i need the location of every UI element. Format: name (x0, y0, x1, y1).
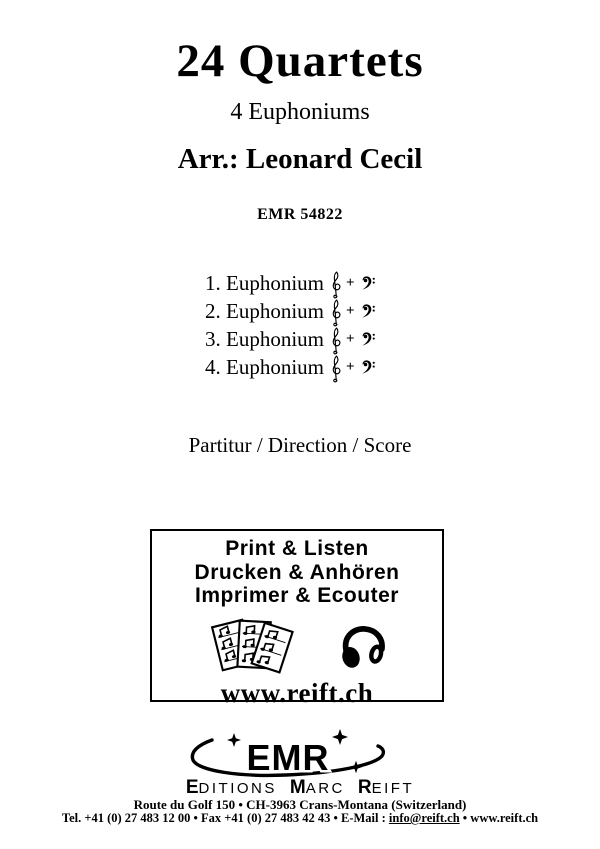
catalog-number: EMR 54822 (257, 206, 343, 223)
contact-suffix: • www.reift.ch (459, 811, 539, 825)
contact-line (0, 811, 600, 826)
contact-prefix: Tel. +41 (0) 27 483 12 00 • Fax +41 (0) 27 483 42 43 • E-Mail : (61, 811, 389, 825)
emr-logo (0, 729, 600, 781)
publisher-word-rest: DITIONS (198, 780, 277, 797)
sheet-music-icon (204, 615, 296, 677)
promo-line-de: Drucken & Anhören (194, 560, 400, 584)
publisher-name (0, 777, 600, 799)
treble-clef-icon (330, 299, 342, 327)
page-title: 24 Quartets (176, 35, 424, 87)
publisher-word (290, 777, 345, 799)
headphones-icon (338, 623, 390, 669)
page-subtitle: 4 Euphoniums (230, 99, 370, 125)
plus-sign: + (346, 358, 355, 375)
publisher-word-initial: M (289, 777, 306, 798)
promo-icons-row (152, 615, 442, 677)
instrumentation-row (205, 353, 376, 381)
publisher-word (186, 777, 277, 799)
email-link[interactable]: info@reift.ch (388, 811, 460, 825)
publisher-word-rest: EIFT (371, 780, 415, 797)
logo-star-icon (227, 733, 241, 747)
plus-sign: + (346, 274, 355, 291)
logo-star-icon (331, 729, 347, 745)
instrument-label: 2. Euphonium (205, 298, 324, 323)
bass-clef-icon (359, 303, 376, 319)
instrumentation-row (205, 325, 376, 353)
bass-clef-icon (359, 275, 376, 291)
arranger-line: Arr.: Leonard Cecil (177, 143, 423, 175)
publisher-word-initial: R (357, 777, 372, 798)
instrument-label: 4. Euphonium (205, 354, 324, 379)
treble-clef-icon (330, 327, 342, 355)
score-type-line: Partitur / Direction / Score (188, 433, 412, 457)
logo-acronym: EMR (246, 737, 329, 778)
print-listen-box (150, 529, 444, 708)
promo-website-link[interactable]: www.reift.ch (220, 677, 374, 708)
instrumentation-row (205, 297, 376, 325)
bass-clef-icon (359, 359, 376, 375)
publisher-word-rest: ARC (305, 780, 345, 797)
plus-sign: + (346, 302, 355, 319)
emr-logo-graphic (188, 729, 413, 781)
plus-sign: + (346, 330, 355, 347)
instrumentation-list (205, 269, 376, 381)
promo-line-en: Print & Listen (225, 537, 369, 560)
instrument-label: 3. Euphonium (205, 326, 324, 351)
promo-line-fr: Imprimer & Ecouter (195, 584, 399, 607)
instrumentation-row (205, 269, 376, 297)
instrument-label: 1. Euphonium (205, 270, 324, 295)
publisher-word-initial: E (185, 777, 199, 798)
treble-clef-icon (330, 355, 342, 383)
publisher-word (358, 777, 414, 799)
publisher-address: Route du Golf 150 • CH-3963 Crans-Montana (Switzerland) (133, 797, 467, 812)
treble-clef-icon (330, 271, 342, 299)
logo-star-icon (349, 761, 362, 774)
bass-clef-icon (359, 331, 376, 347)
